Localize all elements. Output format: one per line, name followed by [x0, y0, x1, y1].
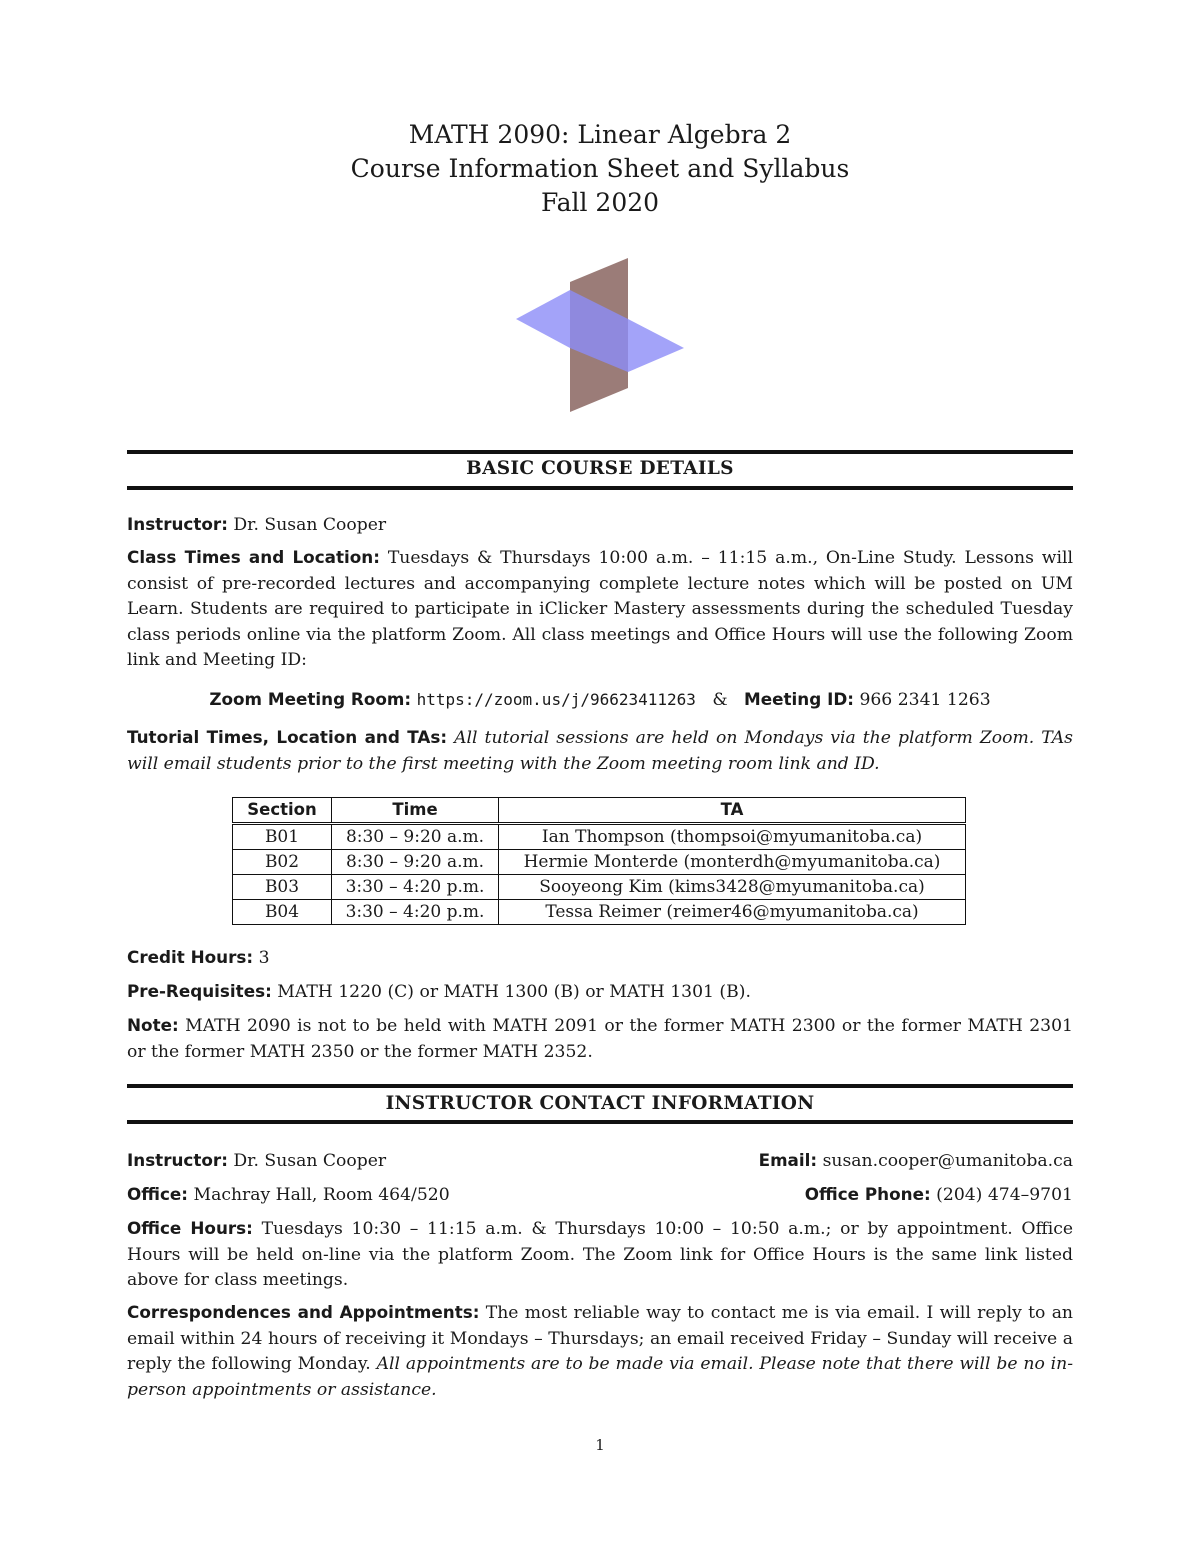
section-heading-contact: INSTRUCTOR CONTACT INFORMATION [385, 1093, 815, 1114]
contact-row-office [127, 1181, 1073, 1208]
contact-instructor-label: Instructor: [127, 1150, 228, 1170]
zoom-link[interactable]: https://zoom.us/j/96623411263 [416, 690, 696, 709]
class-times-label: Class Times and Location: [127, 547, 380, 567]
cell-ta: Sooyeong Kim (kims3428@myumanitoba.ca) [499, 875, 966, 900]
correspondence-italic-note: All appointments are to be made via email. Please note that there will be no in-person appointments or assistance. [127, 1354, 1073, 1400]
tutorial-text: All tutorial sessions are held on Mondays via the platform Zoom. TAs will email students prior to the first meeting with the Zoom meeting room link and ID. [127, 728, 1074, 774]
title-subtitle: Course Information Sheet and Syllabus [350, 154, 850, 183]
zoom-info-line [127, 686, 1073, 713]
correspondence-label: Correspondences and Appointments: [127, 1302, 480, 1322]
email-group [759, 1147, 1073, 1174]
header-time: Time [332, 798, 499, 824]
phone-group [805, 1181, 1073, 1208]
section-rule-top [127, 1084, 1073, 1088]
meeting-id-value: 966 2341 1263 [859, 690, 991, 710]
table-row [233, 875, 966, 900]
section-rule-bottom [127, 1120, 1073, 1124]
credit-hours-label: Credit Hours: [127, 947, 254, 967]
prerequisites-line [127, 979, 1073, 1006]
email-value[interactable]: susan.cooper@umanitoba.ca [822, 1151, 1073, 1171]
page-number: 1 [595, 1436, 605, 1454]
office-hours-label: Office Hours: [127, 1218, 253, 1238]
instructor-value: Dr. Susan Cooper [233, 515, 387, 535]
document-title [0, 118, 1200, 220]
cell-ta: Tessa Reimer (reimer46@myumanitoba.ca) [499, 900, 966, 925]
cell-time: 3:30 – 4:20 p.m. [332, 875, 499, 900]
title-course: MATH 2090: Linear Algebra 2 [408, 120, 792, 149]
meeting-id-label: Meeting ID: [744, 689, 854, 709]
cell-time: 3:30 – 4:20 p.m. [332, 900, 499, 925]
prerequisites-label: Pre-Requisites: [127, 981, 272, 1001]
tutorial-label: Tutorial Times, Location and TAs: [127, 727, 448, 747]
credit-hours-value: 3 [258, 948, 270, 968]
contact-row-instructor [127, 1147, 1073, 1174]
title-term: Fall 2020 [540, 188, 660, 217]
phone-label: Office Phone: [804, 1184, 931, 1204]
cell-time: 8:30 – 9:20 a.m. [332, 850, 499, 875]
cell-section: B02 [233, 850, 332, 875]
contact-instructor-value: Dr. Susan Cooper [233, 1151, 387, 1171]
cell-section: B03 [233, 875, 332, 900]
section-rule-bottom [127, 486, 1073, 490]
cell-ta: Hermie Monterde (monterdh@myumanitoba.ca) [499, 850, 966, 875]
cell-ta: Ian Thompson (thompsoi@myumanitoba.ca) [499, 824, 966, 850]
office-value: Machray Hall, Room 464/520 [193, 1185, 450, 1205]
office-hours-text: Tuesdays 10:30 – 11:15 a.m. & Thursdays 10:00 – 10:50 a.m.; or by appointment. Office Hours will be held on-line via the platform Zoom. The Zoom link for Office Hours is the same link listed above for class meetings. [127, 1219, 1073, 1290]
tutorial-paragraph [127, 725, 1073, 777]
cell-section: B01 [233, 824, 332, 850]
note-label: Note: [127, 1015, 179, 1035]
cell-section: B04 [233, 900, 332, 925]
phone-value: (204) 474–9701 [936, 1185, 1073, 1205]
header-ta: TA [499, 798, 966, 824]
note-text: MATH 2090 is not to be held with MATH 2091 or the former MATH 2300 or the former MATH 2301 or the former MATH 2350 or the former MATH 2352. [127, 1016, 1073, 1062]
tutorial-table [232, 797, 966, 925]
instructor-line [127, 512, 1073, 539]
table-row [233, 900, 966, 925]
office-label: Office: [127, 1184, 189, 1204]
cell-time: 8:30 – 9:20 a.m. [332, 824, 499, 850]
prerequisites-value: MATH 1220 (C) or MATH 1300 (B) or MATH 1301 (B). [277, 982, 751, 1002]
class-times-paragraph [127, 545, 1073, 674]
office-hours-paragraph [127, 1216, 1073, 1294]
section-heading-basic: BASIC COURSE DETAILS [466, 458, 734, 479]
header-section: Section [233, 798, 332, 824]
class-times-text: Tuesdays & Thursdays 10:00 a.m. – 11:15 a.m., On-Line Study. Lessons will consist of pre-recorded lectures and accompanying complete lecture notes which will be posted on UM Learn. Students are required to participate in iClicker Mastery assessments during the scheduled Tuesday class periods online via the platform Zoom. All class meetings and Office Hours will use the following Zoom link and Meeting ID: [127, 548, 1073, 670]
table-row [233, 850, 966, 875]
intersecting-planes-icon [512, 256, 688, 414]
table-row [233, 824, 966, 850]
zoom-label: Zoom Meeting Room: [209, 689, 412, 709]
credit-hours-line [127, 945, 1073, 972]
correspondence-text: The most reliable way to contact me is via email. I will reply to an email within 24 hours of receiving it Mondays – Thursdays; an email received Friday – Sunday will receive a reply the following Monday. [127, 1303, 1074, 1374]
correspondence-paragraph [127, 1300, 1073, 1403]
note-paragraph [127, 1013, 1073, 1065]
section-rule-top [127, 450, 1073, 454]
instructor-label: Instructor: [127, 514, 228, 534]
table-header-row [233, 798, 966, 824]
email-label: Email: [758, 1150, 818, 1170]
zoom-amp: & [712, 690, 728, 710]
